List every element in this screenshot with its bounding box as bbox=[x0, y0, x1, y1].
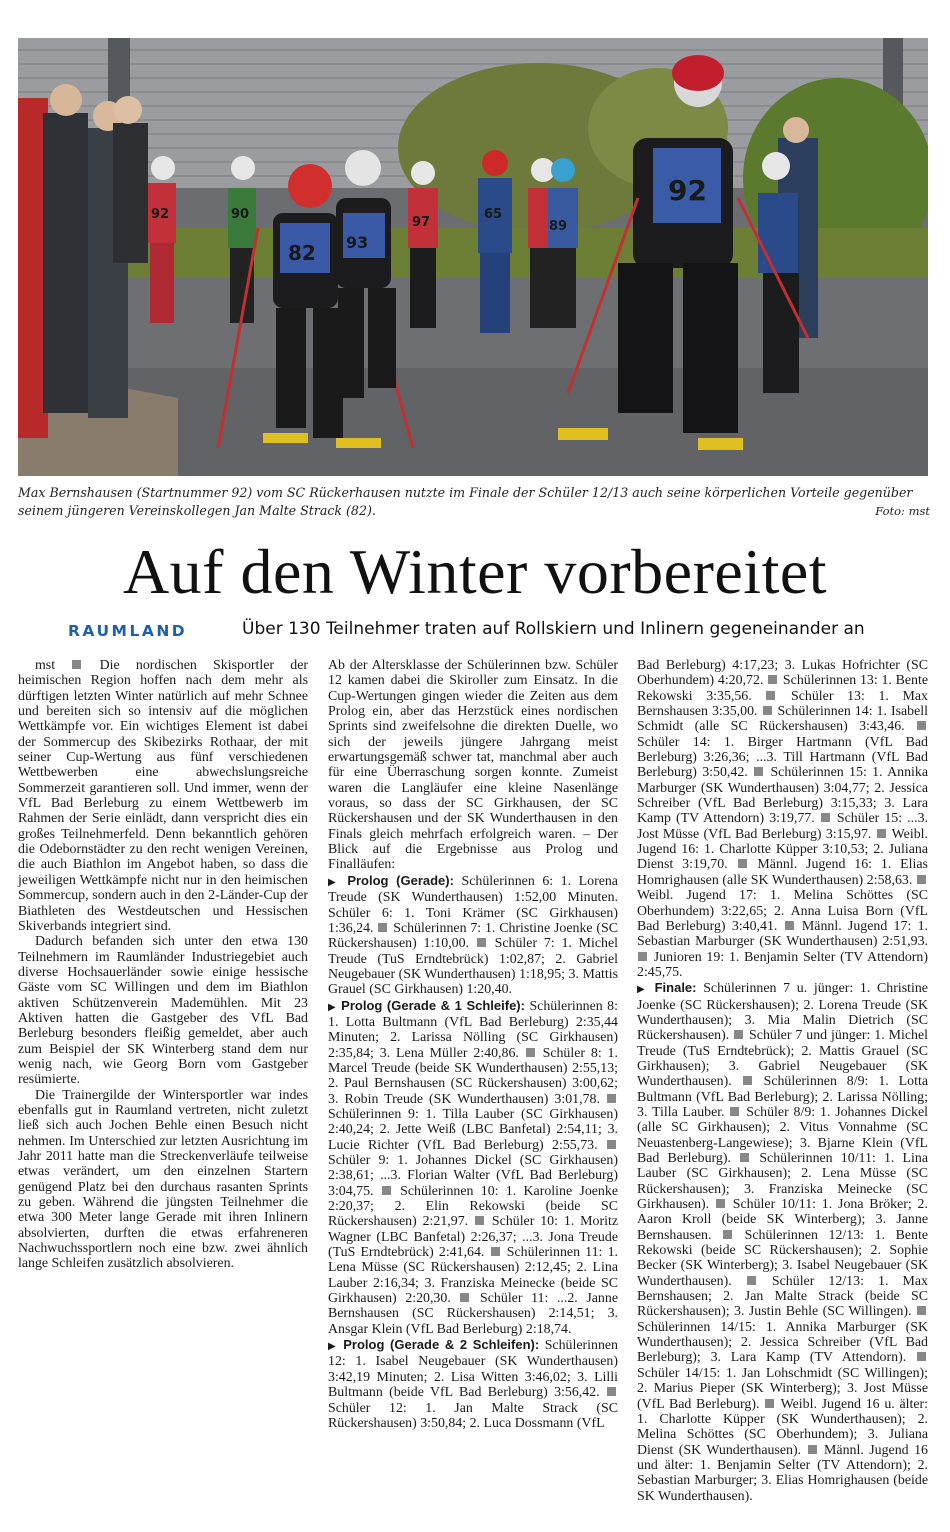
triangle-bullet-icon: ▶ bbox=[328, 1341, 338, 1353]
result-entry: Schüler 11: ...2. Janne Bernshausen (SC Rückershausen) 2:14,51; 3. Ansgar Klein (VfL Bad Berleburg) 2:18,74. bbox=[328, 1291, 618, 1337]
separator-square-icon bbox=[460, 1293, 469, 1302]
result-entry: Schüler 8: 1. Marcel Treude (beide SK Wunderthausen) 2:55,13; 2. Paul Bernshausen (SC Rückershausen) 3:00,62; 3. Robin Treude (SK Wunderthausen) 3:01,78. bbox=[328, 1045, 618, 1107]
bib-number: 92 bbox=[668, 174, 707, 207]
photo-credit: Foto: mst bbox=[875, 504, 930, 518]
result-entry: Bad Berleburg) 4:17,23; 3. Lukas Hofrichter (SC Oberhundem) 4:20,72. bbox=[637, 658, 928, 689]
separator-square-icon bbox=[638, 952, 647, 961]
result-entry: Schüler 7: 1. Michel Treude (TuS Erndtebrück) 1:02,87; 2. Gabriel Neugebauer (SK Wunderthausen) 1:18,95; 3. Mattis Grauel (SC Girkhausen) 1:20,40. bbox=[328, 936, 618, 998]
result-entry: Weibl. Jugend 16: 1. Charlotte Küpper 3:10,53; 2. Juliana Dienst 3:19,70. bbox=[637, 826, 928, 873]
paragraph: Dadurch befanden sich unter den etwa 130 Teilnehmern im Raumländer Industriegebiet auch diverse Hochsauerländer sowie einige hessische Gäste vom SC Willingen und dem im Biathlon aktiven Schützenverein Mademühlen. Mit 23 Aktiven hatten die Gastgeber des VfL Bad Berleburg besonders fleißig gemeldet, aber auch zum Beispiel der SK Winterberg stand dem nur wenig nach, wie Georg Born vom Gastgeber resümierte. bbox=[18, 934, 308, 1088]
result-entry: Schüler 13: 1. Max Bernshausen 3:35,00. bbox=[637, 688, 928, 720]
separator-square-icon bbox=[747, 1276, 756, 1285]
separator-square-icon bbox=[716, 1199, 725, 1208]
results-heading: Prolog (Gerade & 2 Schleifen): bbox=[343, 1337, 540, 1353]
article-photo bbox=[18, 38, 928, 476]
article-column-1 bbox=[18, 658, 308, 1272]
separator-square-icon bbox=[765, 1399, 774, 1408]
result-entry: Schülerinnen 7: 1. Christine Joenke (SC Rückershausen) 1:10,00. bbox=[328, 920, 619, 952]
bib-number: 82 bbox=[288, 241, 316, 265]
result-entry: Schülerinnen 6: 1. Lorena Treude (SK Wunderthausen) 1:52,00 Minuten. bbox=[328, 873, 618, 906]
separator-square-icon bbox=[917, 721, 926, 730]
separator-square-icon bbox=[743, 1076, 752, 1085]
separator-square-icon bbox=[785, 921, 794, 930]
separator-square-icon bbox=[607, 1387, 616, 1396]
photo-caption bbox=[18, 484, 930, 520]
result-entry: Schüler 6: 1. Toni Krämer (SC Girkhausen) 1:36,24. bbox=[328, 905, 618, 936]
paragraph: Die Trainergilde der Wintersportler war indes ebenfalls gut in Raumland vertreten, nicht zuletzt ließ sich auch Jochen Behle einen Besuch nicht nehmen. Im Unterschied zur letzten Ausrichtung im Jahr 2011 hatte man die Streckenverläufe teilweise etwas verändert, um den einzelnen Startern genügend Platz bei den durchaus rasanten Sprints zu geben. Während die jüngsten Teilnehmer die etwa 300 Meter lange Gerade mit ihren Inlinern absolvierten, durften die etwas erfahreneren Nachwuchssportlern noch eine bzw. zwei ähnlich lange Schleifen zusätzlich absolvieren. bbox=[18, 1087, 308, 1272]
result-entry: Schüler 12/13: 1. Max Bernshausen; 2. Jan Malte Strack (beide SC Rückershausen); 3. Justin Behle (SC Willingen). bbox=[637, 1273, 928, 1320]
separator-square-icon bbox=[917, 875, 926, 884]
separator-square-icon bbox=[768, 675, 777, 684]
result-entry: Schülerinnen 10/11: 1. Lina Lauber (SC Girkhausen); 2. Lena Müsse (SC Rückershausen); 3. Franziska Meinecke (SC Girkhausen). bbox=[637, 1151, 928, 1213]
results-block bbox=[637, 980, 928, 1504]
result-entry: Junioren 19: 1. Benjamin Selter (TV Attendorn) 2:45,75. bbox=[637, 949, 928, 980]
article-subline bbox=[68, 618, 928, 646]
result-entry: Schüler 10: 1. Moritz Wagner (LBC Banfetal) 2:26,37; ...3. Jona Treude (TuS Erndtebrück) 2:41,64. bbox=[328, 1214, 618, 1261]
results-block bbox=[637, 658, 928, 980]
separator-square-icon bbox=[754, 767, 763, 776]
result-entry: Schülerinnen 7 u. jünger: 1. Christine Joenke (SC Rückershausen); 2. Lorena Treude (SK Wunderthausen); 3. Mia Malin Dietrich (SC Rückershausen). bbox=[637, 981, 928, 1044]
result-entry: Schülerinnen 13: 1. Bente Rekowski 3:35,56. bbox=[637, 673, 928, 704]
article-headline: Auf den Winter vorbereitet bbox=[122, 536, 828, 607]
result-entry: Schüler 15: ...3. Jost Müsse (VfL Bad Berleburg) 3:15,97. bbox=[637, 811, 928, 842]
separator-square-icon bbox=[763, 706, 772, 715]
separator-square-icon bbox=[917, 1306, 926, 1315]
result-entry: Schülerinnen 8: 1. Lotta Bultmann (VfL Bad Berleburg) 2:35,44 Minuten; 2. Larissa Nölling (SC Girkhausen) 2:35,84; 3. Lena Müller 2:40,86. bbox=[328, 998, 618, 1061]
separator-square-icon bbox=[607, 1094, 616, 1103]
article-column-2 bbox=[328, 658, 618, 1431]
result-entry: Schülerinnen 9: 1. Tilla Lauber (SC Girkhausen) 2:40,24; 2. Jette Weiß (LBC Banfetal) 2:54,11; 3. Lucie Richter (VfL Bad Berleburg) 2:55,73. bbox=[328, 1106, 618, 1153]
separator-square-icon bbox=[877, 829, 886, 838]
article-column-3 bbox=[637, 658, 928, 1504]
separator-square-icon bbox=[808, 1445, 817, 1454]
result-entry: Schülerinnen 8/9: 1. Lotta Bultmann (VfL Bad Berleburg); 2. Larissa Nölling; 3. Tilla Lauber. bbox=[637, 1074, 928, 1120]
result-entry: Männl. Jugend 17: 1. Sebastian Marburger (SK Wunderthausen) 2:51,93. bbox=[637, 918, 928, 950]
result-entry: Schülerinnen 11: 1. Lena Müsse (SC Rückershausen) 2:12,45; 2. Lina Lauber 2:16,34; 3. Franziska Meinecke (beide SC Girkhausen) 2:20,30. bbox=[328, 1245, 618, 1307]
separator-square-icon bbox=[378, 923, 387, 932]
result-entry: Schüler 7 und jünger: 1. Michel Treude (TuS Erndtebrück); 2. Mattis Grauel (SC Girkhausen); 3. Gabriel Neugebauer (SK Wunderthausen). bbox=[637, 1028, 928, 1090]
separator-square-icon bbox=[526, 1048, 535, 1057]
result-entry: Schüler 10/11: 1. Jona Bröker; 2. Aaron Kroll (beide SK Winterberg); 3. Janne Bernshausen. bbox=[637, 1197, 928, 1243]
bib-number: 92 bbox=[151, 207, 170, 222]
results-block bbox=[328, 998, 618, 1338]
result-entry: Schülerinnen 10: 1. Karoline Joenke 2:20,37; 2. Elin Rekowski (beide SC Rückershausen) 2:21,97. bbox=[328, 1183, 618, 1230]
bib-number: 93 bbox=[346, 233, 369, 252]
skiers-photo-illustration bbox=[18, 38, 928, 476]
result-entry: Schülerinnen 14: 1. Isabell Schmidt (alle SC Rückershausen) 3:43,46. bbox=[637, 704, 928, 735]
results-heading: Finale: bbox=[654, 980, 697, 996]
triangle-bullet-icon: ▶ bbox=[637, 984, 648, 996]
separator-square-icon bbox=[730, 1107, 739, 1116]
separator-square-icon bbox=[723, 1230, 732, 1239]
bib-number: 97 bbox=[412, 215, 431, 230]
result-entry: Schüler 8/9: 1. Johannes Dickel (alle SC Girkhausen); 2. Vitus Vonnahme (SC Neuastenberg-Langewiese); 3. Bjarne Klein (VfL Bad Berleburg). bbox=[637, 1104, 928, 1166]
result-entry: Schüler 9: 1. Johannes Dickel (SC Girkhausen) 2:38,61; ...3. Florian Walter (VfL Bad Berleburg) 3:04,75. bbox=[328, 1153, 618, 1199]
result-entry: Weibl. Jugend 17: 1. Melina Schöttes (SC Oberhundem) 3:22,65; 2. Anna Luisa Born (VfL Bad Berleburg) 3:40,41. bbox=[637, 888, 928, 934]
separator-square-icon bbox=[607, 1140, 616, 1149]
bib-number: 65 bbox=[484, 207, 503, 222]
paragraph: Ab der Altersklasse der Schülerinnen bzw. Schüler 12 kamen dabei die Skiroller zum Einsatz. In die Cup-Wertungen gingen wieder die Zeiten aus dem Prolog ein, aber das Herzstück eines nordischen Sprints sind zweifelsohne die direkten Duelle, wo sich der jeweils jüngere Jahrgang meist erwartungsgemäß schwer tat, manchmal aber auch für eine Überraschung sorgen konnte. Zumeist waren die Langläufer eine kleine Nasenlänge voraus, so dass der SC Girkhausen, der SC Rückershausen und der SK Wunderthausen in den Finals gleich mehrfach erfolgreich waren. – Der Blick auf die Ergebnisse aus Prolog und Finalläufen: bbox=[328, 658, 618, 873]
result-entry: Schüler 12: 1. Jan Malte Strack (SC Rückershausen) 3:50,84; 2. Luca Dossmann (VfL bbox=[328, 1400, 618, 1431]
paragraph: Die nordischen Skisportler der heimischen Region hoffen nach dem mehr als dürftigen letzten Winter natürlich auf mehr Schnee und bereiten sich so intensiv auf die möglichen Wettkämpfe vor. Ein wichtiges Element ist dabei der Sommercup des Skibezirks Rothaar, der mit seiner Cup-Wertung aus fünf verschiedenen Wettbewerben eine abwechslungsreiche Sommerzeit garantieren soll. Und immer, wenn der VfL Bad Berleburg zu einem Wettbewerb im Rahmen der Serie einlädt, dann verspricht dies ein großes Teilnehmerfeld. Denn bekanntlich gehören die Odebornstädter zu den recht wenigen Vereinen, die auch Biathlon im Angebot haben, so dass die jeweiligen Wettkämpfe nicht nur in den heimischen Sommercup, sondern auch in den 2-Länder-Cup der Biathleten des Westdeutschen und Hessischen Skiverbands integriert sind. bbox=[18, 658, 308, 934]
results-block bbox=[328, 873, 618, 998]
result-entry: Schülerinnen 12: 1. Isabel Neugebauer (SK Wunderthausen) 3:42,19 Minuten; 2. Lisa Witten 3:46,02; 3. Lilli Bultmann (beide VfL Bad Berleburg) 3:56,42. bbox=[328, 1338, 618, 1401]
separator-square-icon bbox=[734, 1030, 743, 1039]
separator-square-icon bbox=[917, 1352, 926, 1361]
bib-number: 89 bbox=[549, 219, 568, 234]
result-entry: Schüler 14: 1. Birger Hartmann (VfL Bad Berleburg) 3:26,36; ...3. Till Hartmann (VfL Bad Berleburg) 3:50,42. bbox=[637, 734, 928, 781]
results-block bbox=[328, 1337, 618, 1431]
result-entry: Schülerinnen 14/15: 1. Annika Marburger (SK Wunderthausen); 2. Jessica Schreiber (VfL Bad Berleburg); 3. Lara Kamp (TV Attendorn). bbox=[637, 1319, 928, 1366]
separator-square-icon bbox=[738, 859, 747, 868]
subheadline: Über 130 Teilnehmer traten auf Rollskiern und Inlinern gegeneinander an bbox=[242, 619, 865, 639]
separator-square-icon bbox=[821, 813, 830, 822]
separator-square-icon bbox=[766, 691, 775, 700]
separator-square-icon bbox=[382, 1186, 391, 1195]
results-heading: Prolog (Gerade): bbox=[347, 872, 454, 888]
triangle-bullet-icon: ▶ bbox=[328, 1001, 337, 1013]
author-initials: mst bbox=[35, 658, 56, 673]
separator-square-icon bbox=[477, 938, 486, 947]
result-entry: Schülerinnen 12/13: 1. Bente Rekowski (beide SC Rückershausen); 2. Sophie Becker (SK Winterberg); 3. Isabel Neugebauer (SK Wunderthausen). bbox=[637, 1227, 928, 1289]
result-entry: Männl. Jugend 16 und älter: 1. Benjamin Selter (TV Attendorn); 2. Sebastian Marburger; 3. Elias Homrighausen (beide SK Wunderthausen). bbox=[637, 1442, 928, 1504]
separator-square-icon bbox=[72, 660, 81, 669]
triangle-bullet-icon: ▶ bbox=[328, 876, 340, 888]
bib-number: 90 bbox=[231, 207, 250, 222]
separator-square-icon bbox=[740, 1153, 749, 1162]
result-entry: Weibl. Jugend 16 u. älter: 1. Charlotte Küpper (SK Wunderthausen); 2. Melina Schöttes (SC Oberhundem); 3. Juliana Dienst (SK Wunderthausen). bbox=[637, 1396, 928, 1458]
result-entry: Schülerinnen 15: 1. Annika Marburger (SK Wunderthausen) 3:04,77; 2. Jessica Schreiber (VfL Bad Berleburg) 3:15,33; 3. Lara Kamp (TV Attendorn) 3:19,77. bbox=[637, 765, 928, 827]
caption-text: Max Bernshausen (Startnummer 92) vom SC Rückerhausen nutzte im Finale der Schüler 12/13 auch seine körperlichen Vorteile gegenüber seinem jüngeren Vereinskollegen Jan Malte Strack (82). bbox=[18, 485, 913, 518]
results-heading: Prolog (Gerade & 1 Schleife): bbox=[341, 997, 525, 1013]
separator-square-icon bbox=[475, 1216, 484, 1225]
result-entry: Männl. Jugend 16: 1. Elias Homrighausen (alle SK Wunderthausen) 2:58,63. bbox=[637, 857, 928, 888]
result-entry: Schüler 14/15: 1. Jan Lohschmidt (SC Willingen); 2. Marius Pieper (SK Winterberg); 3. Jost Müsse (VfL Bad Berleburg). bbox=[637, 1365, 928, 1412]
separator-square-icon bbox=[491, 1247, 500, 1256]
dateline: RAUMLAND bbox=[68, 622, 188, 640]
